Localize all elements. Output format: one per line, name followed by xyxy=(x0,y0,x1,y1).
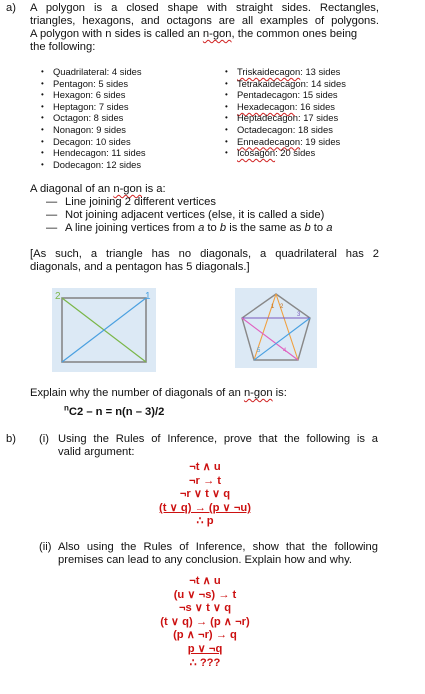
argument-i xyxy=(130,461,280,529)
diagonal-property xyxy=(46,196,390,209)
diagonal-label-4: 4 xyxy=(283,348,287,354)
question-ii-label: (ii) xyxy=(39,541,52,553)
diagram-background xyxy=(235,288,317,368)
polygon-sides: : 18 sides xyxy=(292,123,333,135)
vertex-b: b xyxy=(304,222,311,234)
diagonal-heading xyxy=(30,183,390,196)
ngon-term: n-gon xyxy=(202,28,232,40)
polygon-list-item: • Hexagon: 6 sides xyxy=(41,89,146,101)
premise: (t ∨ q) → (p ∧ ¬r) xyxy=(160,615,250,628)
polygon-sides: : 19 sides xyxy=(300,135,341,147)
diagonal-heading-pre: A diagonal of an xyxy=(30,183,114,195)
diagonal-label-1: 1 xyxy=(271,304,275,310)
premise: ¬r ∨ t ∨ q xyxy=(179,488,231,501)
polygon-list-item: • Octagon: 8 sides xyxy=(41,112,146,124)
polygon-list-item: • Nonagon: 9 sides xyxy=(41,124,146,136)
premise-last: (t ∨ q) → (p ∨ ¬u) xyxy=(159,501,251,514)
note-line-1: [As such, a triangle has no diagonals, a quadrilateral has 2 xyxy=(30,248,379,260)
polygon-list-item: • Quadrilateral: 4 sides xyxy=(41,66,146,78)
polygon-sides: : 17 sides xyxy=(298,112,339,124)
intro-line-3-post: , the common ones being xyxy=(231,28,358,40)
question-i-line-2: valid argument: xyxy=(58,446,135,458)
polygon-list-item xyxy=(225,78,346,90)
premise-last: p ∨ ¬q xyxy=(187,642,223,655)
explain-prompt-post: is: xyxy=(272,387,287,399)
polygon-list-item: • Decagon: 10 sides xyxy=(41,136,146,148)
part-a-label: a) xyxy=(6,2,16,14)
diagonal-property-text: Line joining 2 different vertices xyxy=(65,196,216,208)
diagonal-label-2: 2 xyxy=(280,304,284,310)
diagonal-label-2: 2 xyxy=(55,291,61,302)
question-i-text xyxy=(58,433,378,459)
question-i-label: (i) xyxy=(39,433,49,445)
question-ii-text xyxy=(58,541,378,567)
formula-c: C xyxy=(68,406,77,418)
polygon-name: Enneadecagon xyxy=(237,135,301,147)
explain-prompt-pre: Explain why the number of diagonals of an xyxy=(30,387,244,399)
diagonal-property xyxy=(46,222,390,235)
intro-line-3-pre: A polygon with n sides is called an xyxy=(30,28,203,40)
intro-line-3 xyxy=(30,28,379,41)
polygon-name: Icosagon xyxy=(237,147,276,159)
polygon-name: Tetrakaidecagon xyxy=(237,77,306,89)
polygon-sides: : 15 sides xyxy=(297,89,338,101)
premise: ¬t ∧ u xyxy=(189,461,221,473)
polygon-sides: : 13 sides xyxy=(300,66,341,77)
diagonal-properties xyxy=(46,196,390,235)
question-ii-line-2: premises can lead to any conclusion. Explain how and why. xyxy=(58,554,352,566)
diagonal-definition xyxy=(30,183,390,235)
polygon-list-item: • Hendecagon: 11 sides xyxy=(41,147,146,159)
polygon-sides: : 20 sides xyxy=(275,147,316,159)
conclusion: ∴ p xyxy=(196,515,214,528)
argument-ii xyxy=(130,575,280,670)
diagonal-property-text: to xyxy=(204,222,220,234)
polygon-name: Heptadecagon xyxy=(237,112,298,124)
polygon-sides: : 14 sides xyxy=(305,77,346,89)
polygon-name: Octadecagon xyxy=(237,123,293,135)
polygon-name: Pentadecagon xyxy=(237,89,298,101)
polygon-list-item xyxy=(225,101,346,113)
diagonal-property xyxy=(46,209,390,222)
diagonal-property-text: is the same as xyxy=(226,222,305,234)
polygon-list-left xyxy=(41,66,146,170)
diagonal-property-text: to xyxy=(310,222,327,234)
intro-line-4: the following: xyxy=(30,41,96,53)
conclusion: ∴ ??? xyxy=(189,656,221,669)
diagonal-property-text: Not joining adjacent vertices (else, it is called a side) xyxy=(65,209,325,221)
premise: ¬s ∨ t ∨ q xyxy=(178,602,232,615)
formula-superscript: n xyxy=(64,403,69,413)
pentagon-diagram xyxy=(235,288,317,368)
polygon-list-item xyxy=(225,66,346,78)
polygon-intro xyxy=(30,2,379,54)
diagonal-label-1: 1 xyxy=(145,291,151,302)
polygon-list-item xyxy=(225,147,346,159)
polygon-list-item: • Dodecagon: 12 sides xyxy=(41,159,146,171)
polygon-list-item: • Pentagon: 5 sides xyxy=(41,78,146,90)
explain-prompt xyxy=(30,387,287,400)
premise: (u ∨ ¬s) → t xyxy=(173,588,237,601)
diagonal-heading-post: is a: xyxy=(141,183,166,195)
premise: ¬r → t xyxy=(188,474,222,487)
question-i-line-1: Using the Rules of Inference, prove that the following is a xyxy=(58,433,378,445)
ngon-term: n-gon xyxy=(243,387,273,399)
diagonal-label-5: 5 xyxy=(257,348,261,354)
note-line-2: diagonals, and a pentagon has 5 diagonals.] xyxy=(30,261,250,273)
polygon-list-item xyxy=(225,89,346,101)
polygon-list-right xyxy=(225,66,346,159)
diagonal-formula xyxy=(64,403,165,419)
polygon-name: Hexadecagon xyxy=(237,100,295,112)
ngon-term: n-gon xyxy=(113,183,142,195)
polygon-name: Triskaidecagon xyxy=(237,66,301,77)
polygon-list-item: • Heptagon: 7 sides xyxy=(41,101,146,113)
polygon-list-item xyxy=(225,124,346,136)
diagonal-label-3: 3 xyxy=(297,312,301,318)
polygon-sides: : 16 sides xyxy=(294,100,335,112)
premise: ¬t ∧ u xyxy=(189,575,221,587)
question-ii-line-1: Also using the Rules of Inference, show that the following xyxy=(58,541,378,553)
diagonal-note xyxy=(30,248,379,274)
premise: (p ∧ ¬r) → q xyxy=(173,629,237,642)
vertex-b: b xyxy=(219,222,227,234)
quadrilateral-diagram xyxy=(52,288,156,372)
formula-rest: 2 – n = n(n – 3)/2 xyxy=(76,406,165,418)
vertex-a: a xyxy=(326,222,333,234)
intro-line-1: A polygon is a closed shape with straight sides. Rectangles, xyxy=(30,2,379,14)
vertex-a: a xyxy=(198,222,205,234)
polygon-list-item xyxy=(225,136,346,148)
intro-line-2: triangles, hexagons, and octagons are all examples of polygons. xyxy=(30,15,379,27)
part-b-label: b) xyxy=(6,433,16,445)
polygon-list-item xyxy=(225,112,346,124)
diagonal-property-text: A line joining vertices from xyxy=(65,222,199,234)
